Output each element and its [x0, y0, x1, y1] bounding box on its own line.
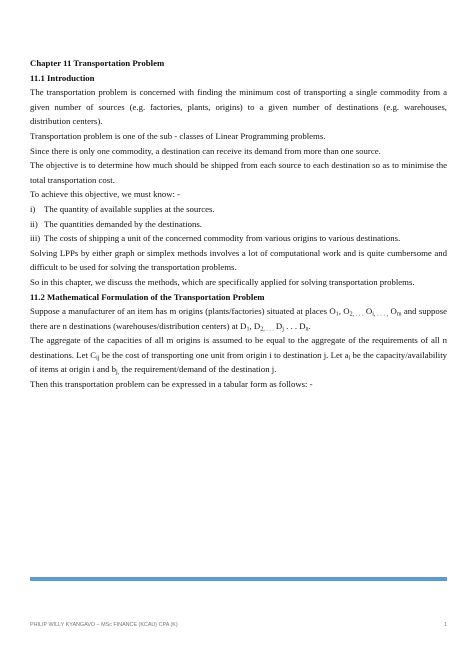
list-item-number: ii)	[30, 218, 38, 229]
list-item	[30, 231, 447, 246]
paragraph-tabular-form: Then this transportation problem can be expressed in a tabular form as follows: -	[30, 379, 313, 390]
section-heading-formulation: 11.2 Mathematical Formulation of the Transportation Problem	[30, 291, 265, 302]
list-item-text: The costs of shipping a unit of the concerned commodity from various origins to various destinations.	[44, 233, 401, 244]
list-item-text: The quantities demanded by the destinations.	[44, 218, 202, 229]
paragraph-capacity-assumption: The aggregate of the capacities of all m origins is assumed to be equal to the aggregate of the requirements of all n destinations. Let $C_{ij}$ be the cost of transporting one unit from origin i to destination j. Let $a_i$ be the capacity/availability of items at origin i and $b_{j,}$ the requirement/demand of the destination j.	[30, 335, 447, 376]
page-footer	[30, 622, 447, 628]
list-item-number: iii)	[30, 233, 41, 244]
footer-rule	[30, 577, 447, 581]
paragraph-requirements-intro: To achieve this objective, we must know: -	[30, 189, 181, 200]
paragraph-subclass: Transportation problem is one of the sub - classes of Linear Programming problems.	[30, 130, 326, 141]
chapter-title: Chapter 11 Transportation Problem	[30, 58, 165, 68]
paragraph-objective: The objective is to determine how much should be shipped from each source to each destination so as to minimise the total transportation cost.	[30, 160, 447, 185]
page-number: 1	[444, 622, 447, 628]
paragraph-lpp-methods: Solving LPPs by either graph or simplex methods involves a lot of computational work and is quite cumbersome and difficult to be used for solving the transportation problems.	[30, 247, 447, 273]
list-item	[30, 217, 447, 232]
section-heading-introduction: 11.1 Introduction	[30, 72, 95, 83]
paragraph-chapter-scope: So in this chapter, we discuss the methods, which are specifically applied for solving transportation problems.	[30, 276, 415, 287]
paragraph-definition: The transportation problem is concerned with finding the minimum cost of transporting a single commodity from a given number of sources (e.g. factories, plants, origins) to a given number of destinations (e.g. warehouses, distribution centers).	[30, 87, 447, 127]
paragraph-single-commodity: Since there is only one commodity, a destination can receive its demand from more than one source.	[30, 145, 381, 156]
page-content	[30, 56, 447, 392]
list-item	[30, 202, 447, 217]
paragraph-origins-destinations: Suppose a manufacturer of an item has m origins (plants/factories) situated at places $O_1$, $O_{2, . . .}$ $O_{i, . . . ,}$ $O_m$ and suppose there are n destinations (warehouses/distribution centers) at $D_1$, $D_{2, . . .}$ $D_j$ . . . $D_n$.	[30, 306, 448, 333]
list-item-text: The quantity of available supplies at the sources.	[44, 203, 215, 214]
footer-author: PHILIP WILLY KYANGAVO – MSc FINANCE (KCAU) CPA (K)	[30, 622, 178, 628]
list-item-number: i)	[30, 203, 36, 214]
